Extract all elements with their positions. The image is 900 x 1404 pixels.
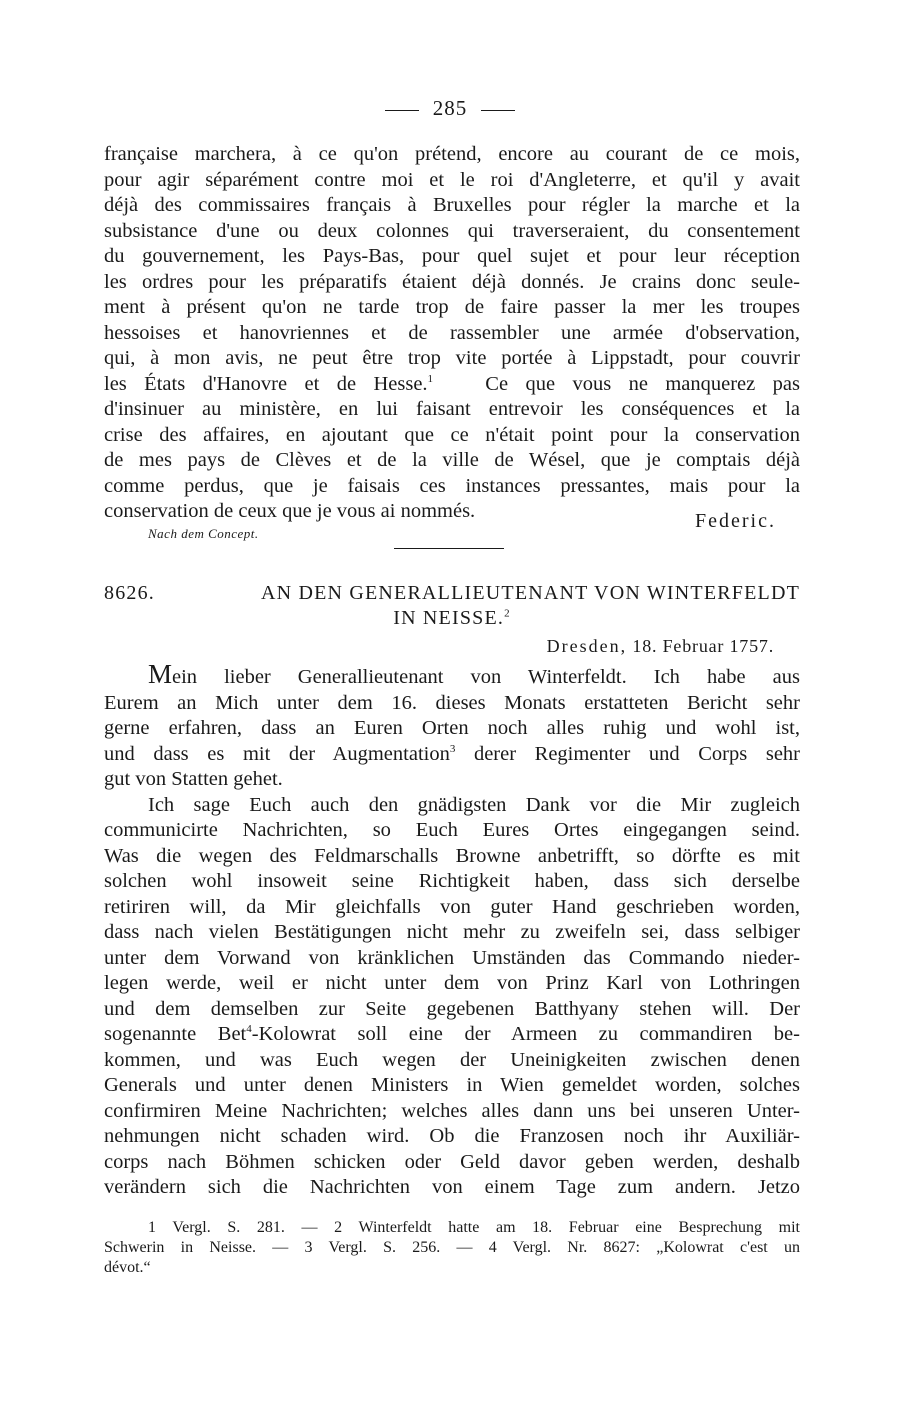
text-line: subsistance d'une ou deux colonnes qui traverseraient, du consentement xyxy=(104,219,800,242)
signature: Federic. xyxy=(695,510,776,532)
page-header xyxy=(0,96,900,121)
dateline xyxy=(547,636,774,657)
footnote-ref: 4 xyxy=(246,1023,252,1036)
text-line: dass nach vielen Bestätigungen nicht mehr zu zweifeln sei, dass selbiger xyxy=(104,921,800,943)
text-line: qui, à mon avis, ne peut être trop vite portée à Lippstadt, pour couvrir xyxy=(104,347,800,369)
footnote-line: 1 Vergl. S. 281. — 2 Winterfeldt hatte am 18. Februar eine Besprechung mit xyxy=(148,1219,800,1236)
text-line: kommen, und was Euch wegen der Uneinigkeiten zwischen denen xyxy=(104,1048,800,1071)
text-line: conservation de ceux que je vous ai nommés. xyxy=(104,500,476,522)
text-line xyxy=(104,1022,800,1048)
text-line: d'insinuer au ministère, en lui faisant entrevoir les conséquences et la xyxy=(104,398,800,420)
text-segment: les États d'Hanovre et de Hesse. xyxy=(104,372,428,395)
text-segment: sogenannte Bet xyxy=(104,1023,247,1045)
footnotes xyxy=(104,1218,800,1278)
letter-body xyxy=(104,659,800,1201)
text-line: déjà des commissaires français à Bruxelles pour régler la marche et la xyxy=(104,194,800,216)
text-line: confirmiren Meine Nachrichten; welches alles dann uns bei unseren Unter- xyxy=(104,1099,800,1122)
text-line: pour agir séparément contre moi et le roi d'Angleterre, et qu'il y avait xyxy=(104,168,800,191)
text-line: les ordres pour les préparatifs étaient déjà donnés. Je crains donc seule- xyxy=(104,270,800,293)
text-line: nehmungen nicht schaden wird. Ob die Franzosen noch ihr Auxiliär- xyxy=(104,1125,800,1147)
text-line: hessoises et hanovriennes et de rassembler une armée d'observation, xyxy=(104,321,800,344)
document-heading xyxy=(104,582,800,630)
text-segment: ein lieber Generallieutenant von Winterfeldt. Ich habe aus xyxy=(172,666,800,688)
heading-line xyxy=(104,582,800,605)
text-line: communicirte Nachrichten, so Euch Eures Ortes eingegangen seind. xyxy=(104,819,800,841)
text-line: Was die wegen des Feldmarschalls Browne anbetrifft, so dörfte es mit xyxy=(104,844,800,867)
text-line: crise des affaires, en ajoutant que ce n'était point pour la conservation xyxy=(104,423,800,446)
text-line: gut von Statten gehet. xyxy=(104,768,283,790)
source-note: Nach dem Concept. xyxy=(148,526,259,541)
text-line: du gouvernement, les Pays-Bas, pour quel sujet et pour leur réception xyxy=(104,245,800,267)
text-line: de mes pays de Clèves et de la ville de Wésel, que je comptais déjà xyxy=(104,449,800,471)
text-segment: -Kolowrat soll eine der Armeen zu commandiren be- xyxy=(251,1023,800,1045)
footnote-ref: 1 xyxy=(427,372,434,385)
heading-title: AN DEN GENERALLIEUTENANT VON WINTERFELDT xyxy=(260,582,800,604)
date: 18. Februar 1757. xyxy=(632,636,774,656)
footnote-ref: 3 xyxy=(449,742,456,755)
text-segment: derer Regimenter und Corps sehr xyxy=(473,742,800,765)
date-place: Dresden, xyxy=(546,636,628,656)
document-number: 8626. xyxy=(104,582,155,604)
heading-line xyxy=(104,607,800,630)
footnote-line: dévot.“ xyxy=(104,1259,151,1276)
text-line: legen werde, weil er nicht unter dem von Prinz Karl von Lothringen xyxy=(104,972,800,994)
text-line: corps nach Böhmen schicken oder Geld davor geben werden, deshalb xyxy=(104,1150,800,1173)
page-number: 285 xyxy=(432,96,468,120)
section-divider xyxy=(394,548,504,549)
text-line: comme perdus, que je faisais ces instances pressantes, mais pour la xyxy=(104,474,800,497)
drop-cap: M xyxy=(148,659,173,689)
text-line xyxy=(104,372,800,398)
text-line: Generals und unter denen Ministers in Wien gemeldet worden, solches xyxy=(104,1074,800,1096)
footnote-ref: 2 xyxy=(504,607,511,620)
header-dash-right xyxy=(481,110,515,111)
header-dash-left xyxy=(385,110,419,111)
text-segment: und dass es mit der Augmentation xyxy=(104,742,450,765)
letter-continuation xyxy=(104,142,800,525)
text-line: unter dem Vorwand von kränklichen Umständen das Commando nieder- xyxy=(104,946,800,969)
text-line: retiriren will, da Mir gleichfalls von guter Hand geschrieben worden, xyxy=(104,895,800,918)
text-line: solchen wohl insoweit seine Richtigkeit haben, dass sich derselbe xyxy=(104,870,800,892)
text-line: Ich sage Euch auch den gnädigsten Dank vor die Mir zugleich xyxy=(148,793,800,816)
footnote-line: Schwerin in Neisse. — 3 Vergl. S. 256. — 4 Vergl. Nr. 8627: „Kolowrat c'est un xyxy=(104,1239,800,1256)
text-line: ment à présent qu'on ne tarde trop de faire passer la mer les troupes xyxy=(104,296,800,318)
text-segment: Ce que vous ne manquerez pas xyxy=(485,372,800,395)
text-line: française marchera, à ce qu'on prétend, encore au courant de ce mois, xyxy=(104,143,800,165)
text-line: gerne erfahren, dass an Euren Orten noch alles ruhig und wohl ist, xyxy=(104,717,800,739)
text-line: und dem demselben zur Seite gegebenen Batthyany stehen will. Der xyxy=(104,997,800,1020)
text-line xyxy=(104,659,800,691)
heading-place: IN NEISSE. xyxy=(393,607,505,629)
text-line xyxy=(104,742,800,768)
text-line: Eurem an Mich unter dem 16. dieses Monats erstatteten Bericht sehr xyxy=(104,691,800,714)
text-line: verändern sich die Nachrichten von einem Tage zum andern. Jetzo xyxy=(104,1176,800,1198)
